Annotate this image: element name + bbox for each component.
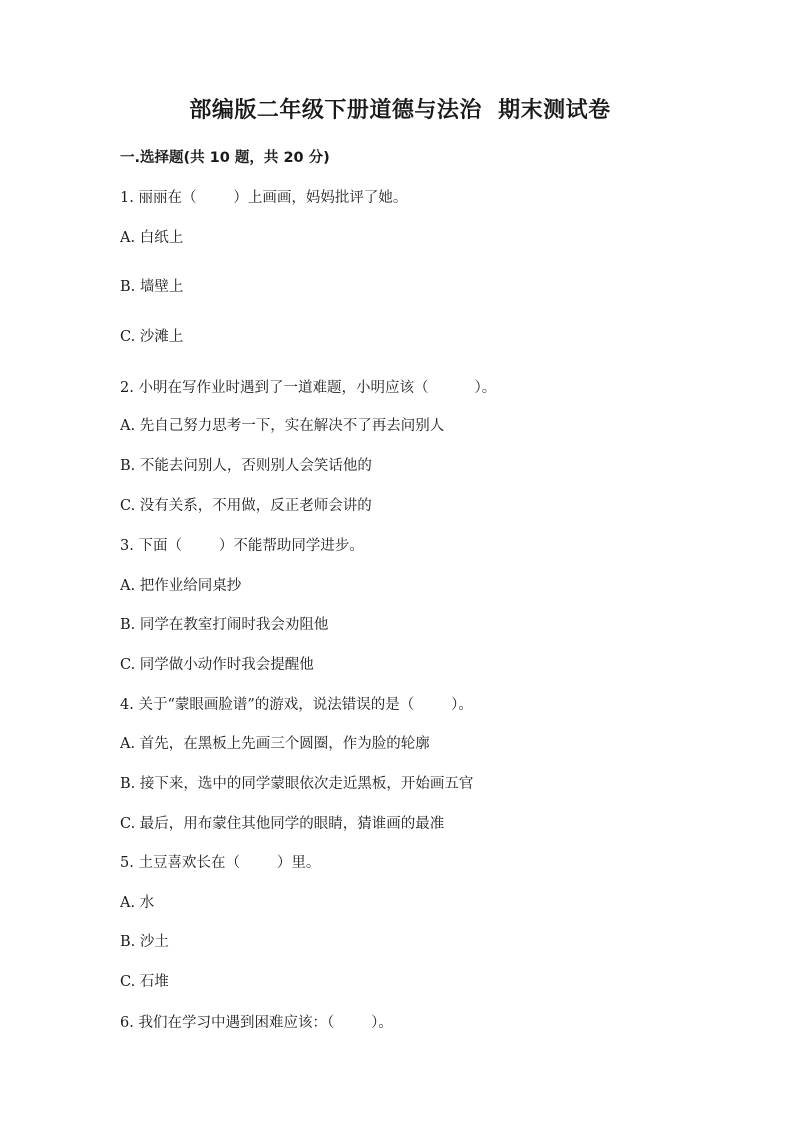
answer-option: B. 同学在教室打闹时我会劝阻他 [120, 617, 329, 633]
answer-option: C. 沙滩上 [120, 329, 184, 345]
answer-option: C. 没有关系，不用做，反正老师会讲的 [120, 498, 372, 514]
question-stem: 2. 小明在写作业时遇到了一道难题，小明应该（ ）。 [120, 380, 497, 396]
answer-option: A. 首先，在黑板上先画三个圆圈，作为脸的轮廓 [120, 736, 430, 752]
question-stem: 1. 丽丽在（ ）上画画，妈妈批评了她。 [120, 190, 408, 206]
answer-option: A. 白纸上 [120, 230, 184, 246]
answer-option: C. 石堆 [120, 974, 169, 990]
answer-option: B. 沙土 [120, 934, 169, 950]
answer-option: A. 先自己努力思考一下，实在解决不了再去问别人 [120, 418, 445, 434]
question-stem: 5. 土豆喜欢长在（ ）里。 [120, 855, 321, 871]
question-stem: 4. 关于“蒙眼画脸谱”的游戏，说法错误的是（ ）。 [120, 697, 473, 713]
answer-option: B. 墙壁上 [120, 279, 184, 295]
answer-option: B. 不能去问别人，否则别人会笑话他的 [120, 458, 372, 474]
question-stem: 6. 我们在学习中遇到困难应该：（ ）。 [120, 1015, 393, 1031]
question-stem: 3. 下面（ ）不能帮助同学进步。 [120, 538, 364, 554]
answer-option: A. 水 [120, 895, 155, 911]
answer-option: B. 接下来，选中的同学蒙眼依次走近黑板，开始画五官 [120, 776, 474, 792]
answer-option: A. 把作业给同桌抄 [120, 578, 242, 594]
page-title: 部编版二年级下册道德与法治 期末测试卷 [189, 98, 611, 123]
section-heading: 一.选择题(共 10 题，共 20 分) [120, 150, 330, 166]
answer-option: C. 最后，用布蒙住其他同学的眼睛，猜谁画的最准 [120, 816, 445, 832]
answer-option: C. 同学做小动作时我会提醒他 [120, 657, 314, 673]
